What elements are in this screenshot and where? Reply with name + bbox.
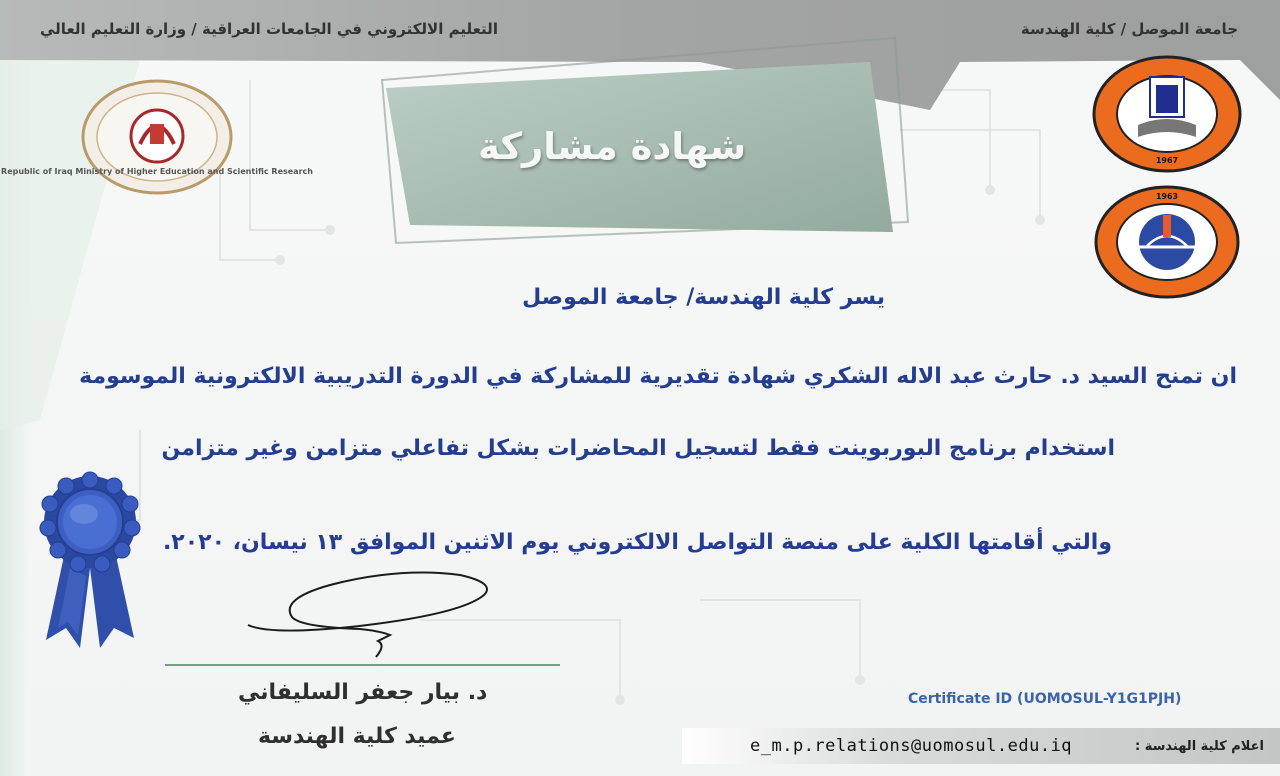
certificate-id: Certificate ID (UOMOSUL-Y1G1PJH) [908,691,1182,707]
signature-scribble-icon [240,565,500,665]
body-line-2: ان تمنح السيد د. حارث عبد الاله الشكري شهادة تقديرية للمشاركة في الدورة التدريبية الالكترونية الموسومة [79,364,1237,389]
body-line-4: والتي أقامتها الكلية على منصة التواصل الالكتروني يوم الاثنين الموافق ١٣ نيسان، ٢٠٢٠. [162,530,1112,555]
signer-title: عميد كلية الهندسة [258,724,456,749]
university-logo-icon [1092,55,1242,173]
college-year: 1963 [1155,192,1179,201]
header-ministry-text: التعليم الالكتروني في الجامعات العراقية / وزارة التعليم العالي [40,20,498,38]
body-line-1: يسر كلية الهندسة/ جامعة الموصل [522,285,885,310]
college-logo-icon [1094,185,1240,300]
footer-email-link[interactable]: e_m.p.relations@uomosul.edu.iq [750,736,1073,756]
award-ribbon-icon [42,472,138,652]
ministry-seal-text: Republic of Iraq Ministry of Higher Education and Scientific Research [1,167,313,176]
ministry-seal-icon [1,78,313,196]
signer-name: د. بيار جعفر السليفاني [238,680,488,705]
header-university-text: جامعة الموصل / كلية الهندسة [1020,20,1238,38]
certificate-title: شهادة مشاركة [478,125,747,168]
body-line-3: استخدام برنامج البوربوينت فقط لتسجيل المحاضرات بشكل تفاعلي متزامن وغير متزامن [161,436,1115,461]
footer-label: اعلام كلية الهندسة : [1135,739,1264,754]
university-year: 1967 [1155,156,1179,165]
